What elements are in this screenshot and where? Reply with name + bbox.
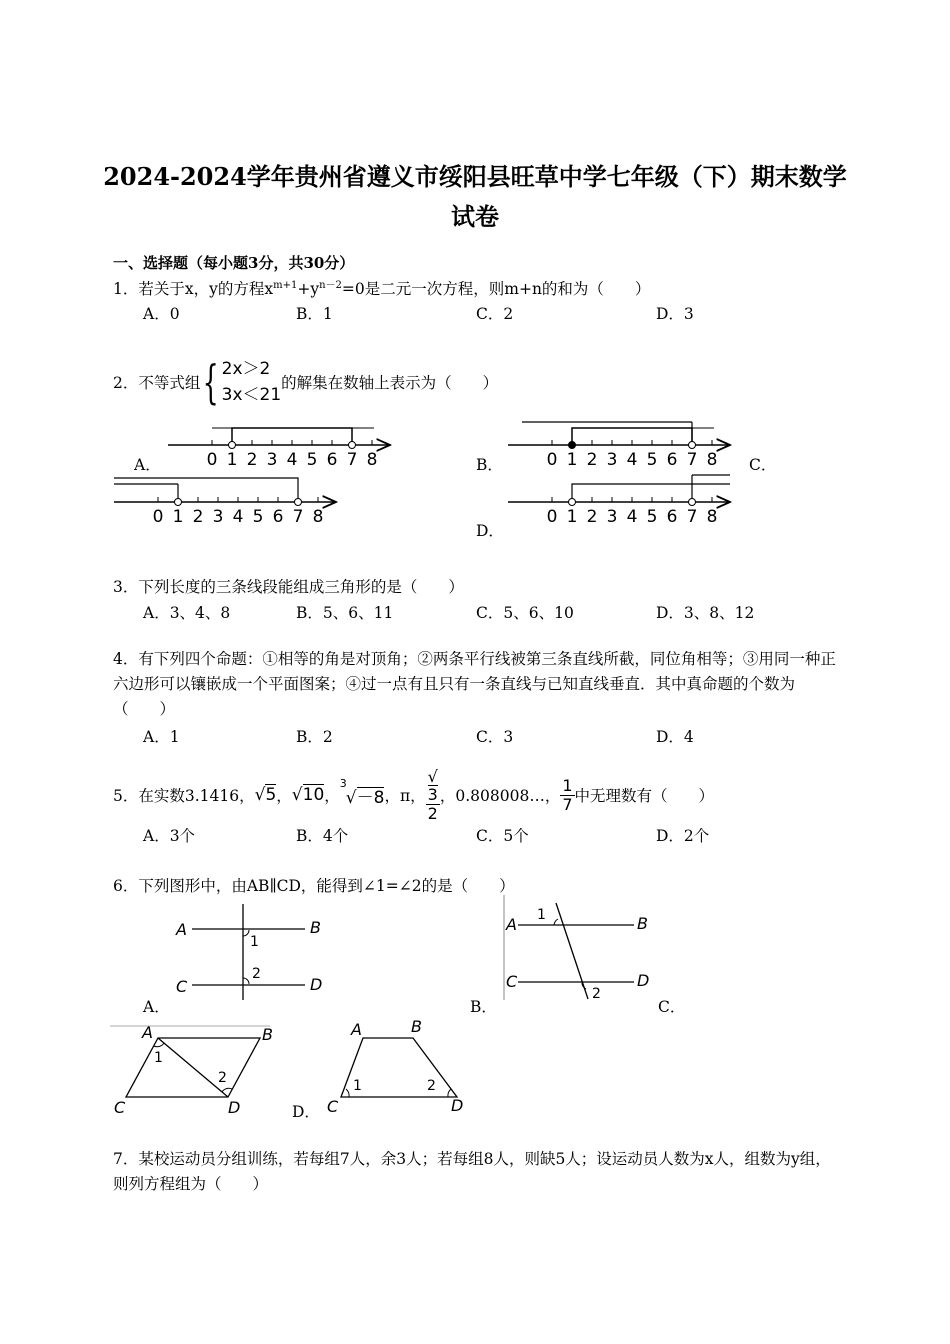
fraction-sqrt3-over-2: √ 3 2 — [427, 766, 438, 823]
question-3: 3．下列长度的三条线段能组成三角形的是（ ） — [113, 578, 464, 596]
tick-c-4: 4 — [232, 507, 244, 527]
inequality-2: 3x＜21 — [221, 385, 282, 405]
number-line-c — [114, 478, 336, 506]
tick-b-1: 1 — [566, 450, 578, 470]
tick-c-7: 7 — [292, 507, 304, 527]
fig-d-angle-1: 1 — [353, 1078, 362, 1094]
tick-b-4: 4 — [626, 450, 638, 470]
q3-option-a: A．3、4、8 — [143, 604, 231, 622]
tick-d-4: 4 — [626, 507, 638, 527]
brace-symbol: { — [202, 355, 220, 409]
q6-label-a: A． — [143, 998, 170, 1016]
tick-a-6: 6 — [326, 450, 338, 470]
fig-d-label-d: D — [451, 1096, 464, 1115]
q2-label-d: D． — [476, 522, 504, 540]
tick-a-1: 1 — [226, 450, 238, 470]
q6-label-c: C． — [658, 998, 686, 1016]
fig-b-label-a: A — [506, 915, 517, 934]
fig-d-label-a: A — [351, 1020, 362, 1039]
tick-c-1: 1 — [172, 507, 184, 527]
q5-option-c: C．5个 — [476, 827, 529, 845]
fraction-1-over-7: $\frac{1}{7}$ — [562, 775, 573, 814]
page-title-line2: 试卷 — [451, 202, 499, 231]
fig-b-angle-1: 1 — [537, 907, 546, 923]
fig-d-angle-2: 2 — [427, 1078, 436, 1094]
tick-a-2: 2 — [246, 450, 258, 470]
q3-option-c: C．5、6、10 — [476, 604, 574, 622]
tick-b-8: 8 — [706, 450, 718, 470]
tick-b-7: 7 — [686, 450, 698, 470]
fig-c-label-d: D — [228, 1098, 241, 1117]
tick-d-6: 6 — [666, 507, 678, 527]
q3-option-b: B．5、6、11 — [296, 604, 394, 622]
number-line-a — [168, 428, 390, 449]
q4-option-c: C．3 — [476, 728, 514, 746]
fig-c-label-c: C — [114, 1098, 126, 1117]
fig-d-label-b: B — [411, 1018, 422, 1036]
fig-a-angle-2: 2 — [252, 966, 261, 982]
fig-d-label-c: C — [327, 1097, 339, 1116]
fig-b-label-b: B — [637, 914, 648, 933]
q2-label-a: A． — [134, 456, 161, 474]
tick-d-3: 3 — [606, 507, 618, 527]
tick-c-0: 0 — [152, 507, 164, 527]
tick-d-7: 7 — [686, 507, 698, 527]
cube-root: 3 √－8 — [339, 776, 385, 808]
question-5: 5．在实数3.1416， √5 ， √10 ， 3 √－8 ， π， √ 3 2 ， 0.808008…， $\frac{1}{7}$ 中无理数有（ ） — [113, 766, 715, 823]
tick-a-7: 7 — [346, 450, 358, 470]
question-6: 6．下列图形中，由AB∥CD，能得到∠1=∠2的是（ ） — [113, 877, 515, 895]
fig-a-label-c: C — [176, 977, 188, 996]
figure-b — [500, 895, 660, 1005]
tick-d-2: 2 — [586, 507, 598, 527]
tick-d-5: 5 — [646, 507, 658, 527]
fig-a-label-b: B — [310, 918, 321, 937]
tick-a-0: 0 — [206, 450, 218, 470]
inequality-1: 2x＞2 — [221, 359, 271, 379]
number-line-b — [508, 422, 730, 449]
question-7: 7．某校运动员分组训练，若每组7人，余3人；若每组8人，则缺5人；设运动员人数为x人，组数为y组，则列方程组为（ ） — [113, 1150, 831, 1193]
fig-a-label-a: A — [176, 920, 187, 939]
q5-option-b: B．4个 — [296, 827, 349, 845]
tick-a-5: 5 — [306, 450, 318, 470]
figure-c — [110, 1022, 280, 1117]
fig-b-angle-2: 2 — [592, 986, 601, 1002]
question-4: 4．有下列四个命题：①相等的角是对顶角；②两条平行线被第三条直线所截，同位角相等；③用同一种正六边形可以镶嵌成一个平面图案；④过一点有且只有一条直线与已知直线垂直．其中真命题的个数为（ ） — [113, 650, 836, 718]
tick-c-6: 6 — [272, 507, 284, 527]
fig-a-angle-1: 1 — [250, 934, 259, 950]
number-line-d — [508, 475, 730, 506]
figure-a — [170, 898, 340, 1006]
tick-d-0: 0 — [546, 507, 558, 527]
fig-b-label-d: D — [637, 971, 650, 990]
fig-c-angle-2: 2 — [218, 1070, 227, 1086]
q4-option-a: A．1 — [143, 728, 180, 746]
q3-option-d: D．3、8、12 — [656, 604, 755, 622]
tick-b-2: 2 — [586, 450, 598, 470]
fig-c-angle-1: 1 — [154, 1050, 163, 1066]
tick-a-4: 4 — [286, 450, 298, 470]
tick-a-3: 3 — [266, 450, 278, 470]
tick-b-5: 5 — [646, 450, 658, 470]
tick-a-8: 8 — [366, 450, 378, 470]
tick-b-3: 3 — [606, 450, 618, 470]
question-2: 2．不等式组{ 2x＞2 3x＜21 的解集在数轴上表示为（ ） — [113, 355, 499, 409]
section-heading: 一、选择题（每小题3分，共30分） — [113, 254, 355, 272]
q2-label-b: B． — [476, 456, 503, 474]
tick-c-5: 5 — [252, 507, 264, 527]
q5-option-a: A．3个 — [143, 827, 196, 845]
tick-c-3: 3 — [212, 507, 224, 527]
tick-b-0: 0 — [546, 450, 558, 470]
q2-label-c: C． — [749, 456, 777, 474]
q5-option-d: D．2个 — [656, 827, 710, 845]
q6-label-b: B． — [470, 998, 497, 1016]
number-lines — [110, 415, 850, 535]
sqrt-10: √10 — [291, 785, 325, 805]
fig-a-label-d: D — [310, 975, 323, 994]
figure-d — [325, 1018, 475, 1118]
tick-c-2: 2 — [192, 507, 204, 527]
q4-option-d: D．4 — [656, 728, 694, 746]
question-1: 1．若关于x，y的方程$x^{m+1}+y^{n-2}=0$是二元一次方程，则m+n的和为（ ） — [113, 280, 651, 299]
fig-c-label-a: A — [142, 1023, 153, 1042]
fig-c-label-b: B — [262, 1025, 273, 1044]
q1-option-b: B．1 — [296, 305, 333, 323]
fig-b-label-c: C — [506, 972, 518, 991]
q1-option-a: A．0 — [143, 305, 180, 323]
q6-label-d: D． — [292, 1103, 320, 1121]
tick-d-1: 1 — [566, 507, 578, 527]
page-title: 2024-2024学年贵州省遵义市绥阳县旺草中学七年级（下）期末数学 — [103, 162, 847, 191]
q4-option-b: B．2 — [296, 728, 333, 746]
sqrt-5: √5 — [254, 785, 277, 805]
tick-d-8: 8 — [706, 507, 718, 527]
q1-option-d: D．3 — [656, 305, 694, 323]
q1-option-c: C．2 — [476, 305, 514, 323]
tick-b-6: 6 — [666, 450, 678, 470]
tick-c-8: 8 — [312, 507, 324, 527]
